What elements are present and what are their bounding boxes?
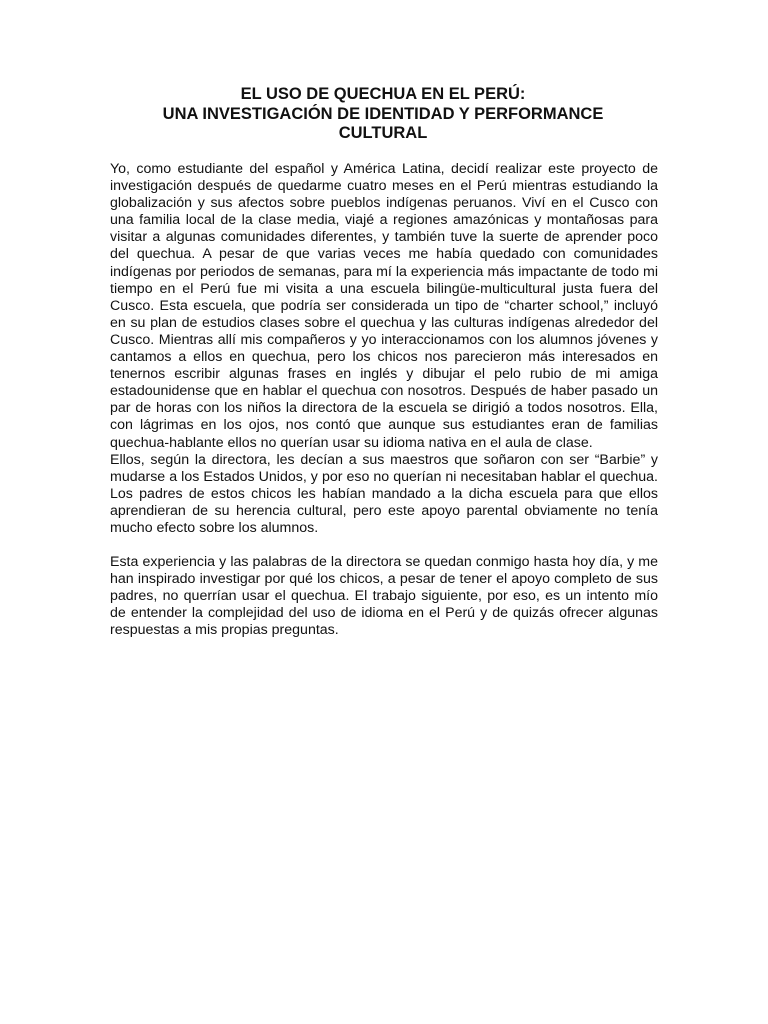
title-line-3: CULTURAL [338,124,428,142]
document-title [108,85,658,144]
title-line-2: UNA INVESTIGACIÓN DE IDENTIDAD Y PERFORMANCE [162,104,604,123]
paragraph-2: Ellos, según la directora, les decían a sus maestros que soñaron con ser “Barbie” y mudarse a los Estados Unidos, y por eso no querían ni necesitaban hablar el quechua. Los padres de estos chicos les habían mandado a la dicha escuela para que ellos aprendieran de su herencia cultural, pero este apoyo parental obviamente no tenía mucho efecto sobre los alumnos. [110,451,658,536]
paragraph-spacer [110,537,658,554]
document-body [110,161,658,640]
paragraph-3: Esta experiencia y las palabras de la directora se quedan conmigo hasta hoy día, y me han inspirado investigar por qué los chicos, a pesar de tener el apoyo completo de sus padres, no querrían usar el quechua. El trabajo siguiente, por eso, es un intento mío de entender la complejidad del uso de idioma en el Perú y de quizás ofrecer algunas respuestas a mis propias preguntas. [110,554,658,639]
paragraph-1: Yo, como estudiante del español y América Latina, decidí realizar este proyecto de investigación después de quedarme cuatro meses en el Perú mientras estudiando la globalización y sus afectos sobre pueblos indígenas peruanos. Viví en el Cusco con una familia local de la clase media, viajé a regiones amazónicas y montañosas para visitar a algunas comunidades diferentes, y también tuve la suerte de aprender poco del quechua. A pesar de que varias veces me había quedado con comunidades indígenas por periodos de semanas, para mí la experiencia más impactante de todo mi tiempo en el Perú fue mi visita a una escuela bilingüe-multicultural justa fuera del Cusco. Esta escuela, que podría ser considerada un tipo de “charter school,” incluyó en su plan de estudios clases sobre el quechua y las culturas indígenas alrededor del Cusco. Mientras allí mis compañeros y yo interaccionamos con los alumnos jóvenes y cantamos a ellos en quechua, pero los chicos nos parecieron más interesados en tenernos escribir algunas frases en inglés y dibujar el pelo rubio de mi amiga estadounidense que en hablar el quechua con nosotros. Después de haber pasado un par de horas con los niños la directora de la escuela se dirigió a todos nosotros. Ella, con lágrimas en los ojos, nos contó que aunque sus estudiantes eran de familias quechua-hablante ellos no querían usar su idioma nativa en el aula de clase. [110,161,658,451]
title-line-1: EL USO DE QUECHUA EN EL PERÚ: [240,85,526,103]
